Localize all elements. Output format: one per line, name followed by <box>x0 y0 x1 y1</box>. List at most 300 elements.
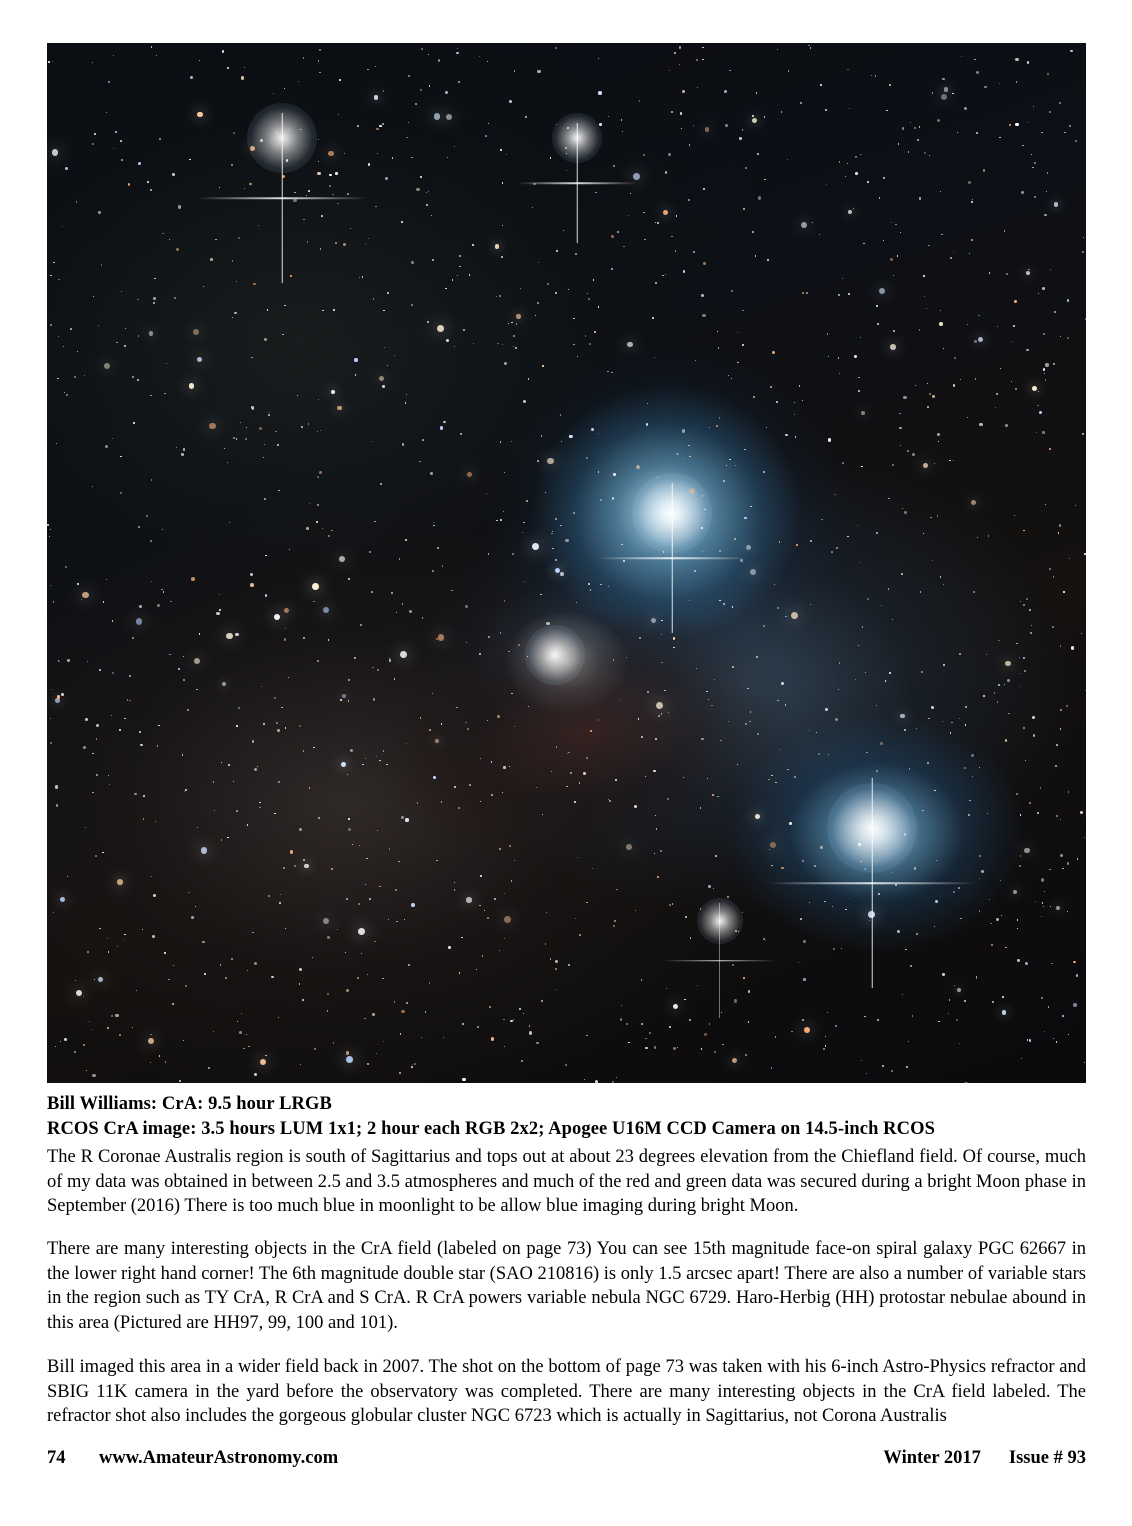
star <box>264 498 266 500</box>
star <box>729 70 731 72</box>
star <box>979 423 982 426</box>
star <box>725 124 728 127</box>
star <box>150 395 152 397</box>
star <box>915 385 917 387</box>
star <box>879 197 880 198</box>
star <box>350 749 353 752</box>
star <box>1005 424 1008 427</box>
star <box>434 113 441 120</box>
star <box>371 591 373 593</box>
star <box>1060 709 1062 711</box>
star <box>614 920 616 922</box>
star <box>1043 906 1045 908</box>
star <box>674 52 676 54</box>
star <box>365 244 367 246</box>
star <box>429 85 431 87</box>
star <box>668 712 669 713</box>
star <box>551 771 552 772</box>
star <box>905 949 907 951</box>
star <box>254 1073 257 1076</box>
star <box>641 979 643 981</box>
star <box>665 171 668 174</box>
star <box>560 525 562 527</box>
star <box>284 638 287 641</box>
star <box>499 295 501 297</box>
star <box>996 918 999 921</box>
star <box>791 612 798 619</box>
star <box>1023 604 1025 606</box>
star <box>974 340 977 343</box>
star <box>953 252 954 253</box>
star <box>536 1042 539 1045</box>
star <box>405 402 406 403</box>
star <box>317 476 319 478</box>
star <box>767 259 768 260</box>
star <box>693 125 695 127</box>
star <box>199 633 201 635</box>
star <box>94 133 96 135</box>
star <box>121 291 122 292</box>
star <box>66 394 68 396</box>
star <box>1085 318 1086 320</box>
star <box>573 512 575 514</box>
star <box>332 194 334 196</box>
star <box>835 1025 837 1027</box>
star <box>994 692 996 694</box>
star <box>276 722 278 724</box>
star <box>1069 125 1071 127</box>
star <box>555 518 557 520</box>
star <box>949 999 950 1000</box>
star <box>964 767 966 769</box>
star <box>1037 405 1038 406</box>
star <box>1062 1015 1064 1017</box>
star <box>313 747 315 749</box>
star <box>904 729 906 731</box>
star <box>203 286 205 288</box>
star <box>150 1062 152 1064</box>
star <box>720 740 722 742</box>
star <box>669 1026 671 1028</box>
star <box>197 112 203 118</box>
star <box>919 126 920 127</box>
star <box>990 923 991 924</box>
star <box>127 699 128 700</box>
star <box>1047 172 1049 174</box>
star <box>1020 601 1021 602</box>
star <box>348 818 350 820</box>
star <box>908 1041 909 1042</box>
star <box>495 244 500 249</box>
star <box>1053 363 1055 365</box>
star <box>661 634 662 635</box>
star <box>1032 167 1033 168</box>
star <box>931 706 934 709</box>
star <box>143 818 145 820</box>
star <box>656 828 658 830</box>
star <box>617 231 619 233</box>
star <box>772 351 775 354</box>
star <box>943 584 944 585</box>
star <box>197 357 203 363</box>
star <box>50 324 52 326</box>
star <box>445 288 447 290</box>
star <box>1048 1006 1050 1008</box>
star <box>732 606 733 607</box>
star <box>57 378 59 380</box>
star <box>827 333 829 335</box>
star <box>556 250 557 251</box>
star <box>893 275 894 276</box>
star <box>861 411 866 416</box>
star <box>383 310 385 312</box>
star <box>914 867 917 870</box>
star <box>488 123 489 124</box>
star <box>491 1037 494 1040</box>
star <box>277 444 279 446</box>
star <box>656 702 663 709</box>
star <box>626 1023 628 1025</box>
star <box>769 849 770 850</box>
star <box>989 272 990 273</box>
star <box>57 695 60 698</box>
star <box>927 383 929 385</box>
star <box>775 1036 777 1038</box>
star <box>290 850 294 854</box>
star <box>377 153 378 154</box>
star <box>658 715 660 717</box>
star <box>771 865 773 867</box>
star <box>600 584 602 586</box>
star <box>1056 906 1060 910</box>
star <box>487 720 489 722</box>
star <box>411 261 414 264</box>
star <box>491 794 493 796</box>
star <box>890 344 896 350</box>
star <box>694 570 696 572</box>
star <box>892 619 893 620</box>
star <box>411 1066 413 1068</box>
star <box>774 584 775 585</box>
star <box>227 837 229 839</box>
star <box>150 189 152 191</box>
bright-star-glow <box>697 898 743 944</box>
star <box>929 393 931 395</box>
star <box>683 777 685 779</box>
star <box>443 421 446 424</box>
star <box>488 636 490 638</box>
star <box>858 390 860 392</box>
star <box>374 95 379 100</box>
star <box>777 700 779 702</box>
star <box>928 718 929 719</box>
star <box>555 568 560 573</box>
star <box>654 1046 657 1049</box>
star <box>358 928 365 935</box>
star <box>183 448 186 451</box>
star <box>929 155 931 157</box>
star <box>157 745 159 747</box>
star <box>308 423 309 424</box>
star <box>285 928 286 929</box>
star <box>901 573 903 575</box>
star <box>50 742 52 744</box>
star <box>576 602 577 603</box>
star <box>427 321 429 323</box>
star <box>833 948 835 950</box>
star <box>598 91 602 95</box>
star <box>58 661 60 663</box>
star <box>685 916 688 919</box>
star <box>847 163 849 165</box>
star <box>364 1018 366 1020</box>
star <box>1025 962 1029 966</box>
star <box>458 807 460 809</box>
star <box>289 549 290 550</box>
star <box>169 654 171 656</box>
star <box>657 222 659 224</box>
star <box>900 232 901 233</box>
star <box>702 47 703 48</box>
star <box>1081 633 1082 634</box>
star <box>953 891 955 893</box>
star <box>216 612 220 616</box>
star <box>944 87 948 91</box>
star <box>706 691 708 693</box>
star <box>421 1037 423 1039</box>
star <box>1033 734 1035 736</box>
star <box>120 140 121 141</box>
star <box>708 885 711 888</box>
star <box>360 624 362 626</box>
star <box>508 651 510 653</box>
star <box>480 801 481 802</box>
star <box>590 589 591 590</box>
star <box>347 193 349 195</box>
star <box>917 139 919 141</box>
star <box>1045 379 1046 380</box>
star <box>92 1074 95 1077</box>
star <box>102 852 104 854</box>
star <box>655 815 656 816</box>
star <box>219 609 221 611</box>
star <box>1026 271 1030 275</box>
star <box>902 508 903 509</box>
star <box>513 335 515 337</box>
star <box>849 108 850 109</box>
star <box>497 343 499 345</box>
star <box>613 925 615 927</box>
star <box>149 331 154 336</box>
star <box>764 116 766 118</box>
star <box>568 289 569 290</box>
star <box>304 864 309 869</box>
star <box>124 934 126 936</box>
star <box>457 275 458 276</box>
star <box>541 435 542 436</box>
star <box>633 173 640 180</box>
star <box>541 1000 542 1001</box>
star <box>243 1048 245 1050</box>
star <box>847 69 849 71</box>
star <box>1034 162 1036 164</box>
star <box>316 521 318 523</box>
star <box>1049 869 1051 871</box>
star <box>1070 50 1073 53</box>
star <box>1062 868 1064 870</box>
star <box>735 465 736 466</box>
star <box>509 845 511 847</box>
star <box>1069 558 1070 559</box>
star <box>92 143 94 145</box>
star <box>263 457 265 459</box>
star <box>467 472 472 477</box>
star <box>504 893 506 895</box>
star <box>555 968 557 970</box>
star <box>106 112 107 113</box>
star <box>333 1042 335 1044</box>
star <box>369 898 371 900</box>
star <box>689 1019 691 1021</box>
star <box>503 766 506 769</box>
star <box>997 326 998 327</box>
star <box>728 375 729 376</box>
star <box>472 244 474 246</box>
star <box>1030 632 1032 634</box>
star <box>542 365 543 366</box>
star <box>677 1047 678 1048</box>
star <box>479 653 481 655</box>
star <box>885 680 886 681</box>
figure-caption <box>47 1092 1086 1447</box>
star <box>379 125 381 127</box>
star <box>137 379 139 381</box>
star <box>755 814 760 819</box>
star <box>705 127 710 132</box>
star <box>298 81 300 83</box>
star <box>376 128 379 131</box>
star <box>612 1081 614 1083</box>
star <box>188 892 189 893</box>
star <box>454 146 455 147</box>
star <box>731 290 733 292</box>
star <box>621 119 623 121</box>
star <box>556 746 558 748</box>
star <box>888 588 890 590</box>
star <box>652 317 653 318</box>
star <box>953 384 956 387</box>
star <box>103 601 104 602</box>
star <box>294 865 296 867</box>
star <box>480 758 482 760</box>
star <box>466 642 467 643</box>
star <box>926 308 927 309</box>
star <box>935 900 939 904</box>
star <box>570 435 573 438</box>
star <box>303 219 305 221</box>
star <box>111 715 113 717</box>
star <box>1011 341 1012 342</box>
star <box>106 579 107 580</box>
star <box>1052 626 1054 628</box>
star <box>566 786 567 787</box>
star <box>620 1018 623 1021</box>
star <box>745 1054 747 1056</box>
star <box>340 699 342 701</box>
star <box>197 827 198 828</box>
star <box>743 977 745 979</box>
star <box>930 517 932 519</box>
star <box>275 431 276 432</box>
star <box>1044 891 1046 893</box>
star <box>943 664 945 666</box>
star <box>1080 811 1083 814</box>
star <box>673 1047 676 1050</box>
article-paragraph-3: Bill imaged this area in a wider field back in 2007. The shot on the bottom of page 73 was taken with his 6-inch Astro-Physics refractor and SBIG 11K camera in the yard before the observatory was completed. There are many interesting objects in the CrA field labeled. The refractor shot also includes the gorgeous globular cluster NGC 6723 which is actually in Sagittarius, not Corona Australis <box>47 1357 1086 1426</box>
star <box>516 323 518 325</box>
star <box>848 293 850 295</box>
footer-page-number: 74 <box>47 1448 66 1468</box>
star <box>647 691 649 693</box>
star <box>745 167 747 169</box>
star <box>1067 862 1070 865</box>
star <box>346 1051 350 1055</box>
star <box>1016 81 1017 82</box>
star <box>1015 58 1018 61</box>
star <box>346 898 348 900</box>
star <box>318 817 319 818</box>
star <box>803 978 806 981</box>
star <box>731 378 733 380</box>
star <box>796 544 798 546</box>
star <box>151 479 153 481</box>
star <box>162 529 163 530</box>
star <box>702 314 705 317</box>
star <box>1023 657 1025 659</box>
star <box>109 784 110 785</box>
star <box>502 225 503 226</box>
star <box>732 1058 737 1063</box>
star <box>358 903 360 905</box>
star <box>669 70 670 71</box>
star <box>105 445 108 448</box>
star <box>58 336 59 337</box>
star <box>598 433 599 434</box>
star <box>599 123 602 126</box>
star <box>125 328 126 329</box>
star <box>646 423 649 426</box>
star <box>989 899 990 900</box>
star <box>401 221 403 223</box>
star <box>193 329 199 335</box>
star <box>680 112 683 115</box>
star <box>525 116 527 118</box>
star <box>107 1027 109 1029</box>
star <box>280 894 281 895</box>
star <box>971 201 973 203</box>
star <box>908 151 910 153</box>
star <box>747 688 749 690</box>
star <box>362 764 364 766</box>
star <box>1009 124 1011 126</box>
star <box>399 558 401 560</box>
star <box>984 86 987 89</box>
star <box>170 601 171 602</box>
star <box>232 317 233 318</box>
star <box>552 531 553 532</box>
star <box>827 1012 828 1013</box>
star <box>878 893 880 895</box>
